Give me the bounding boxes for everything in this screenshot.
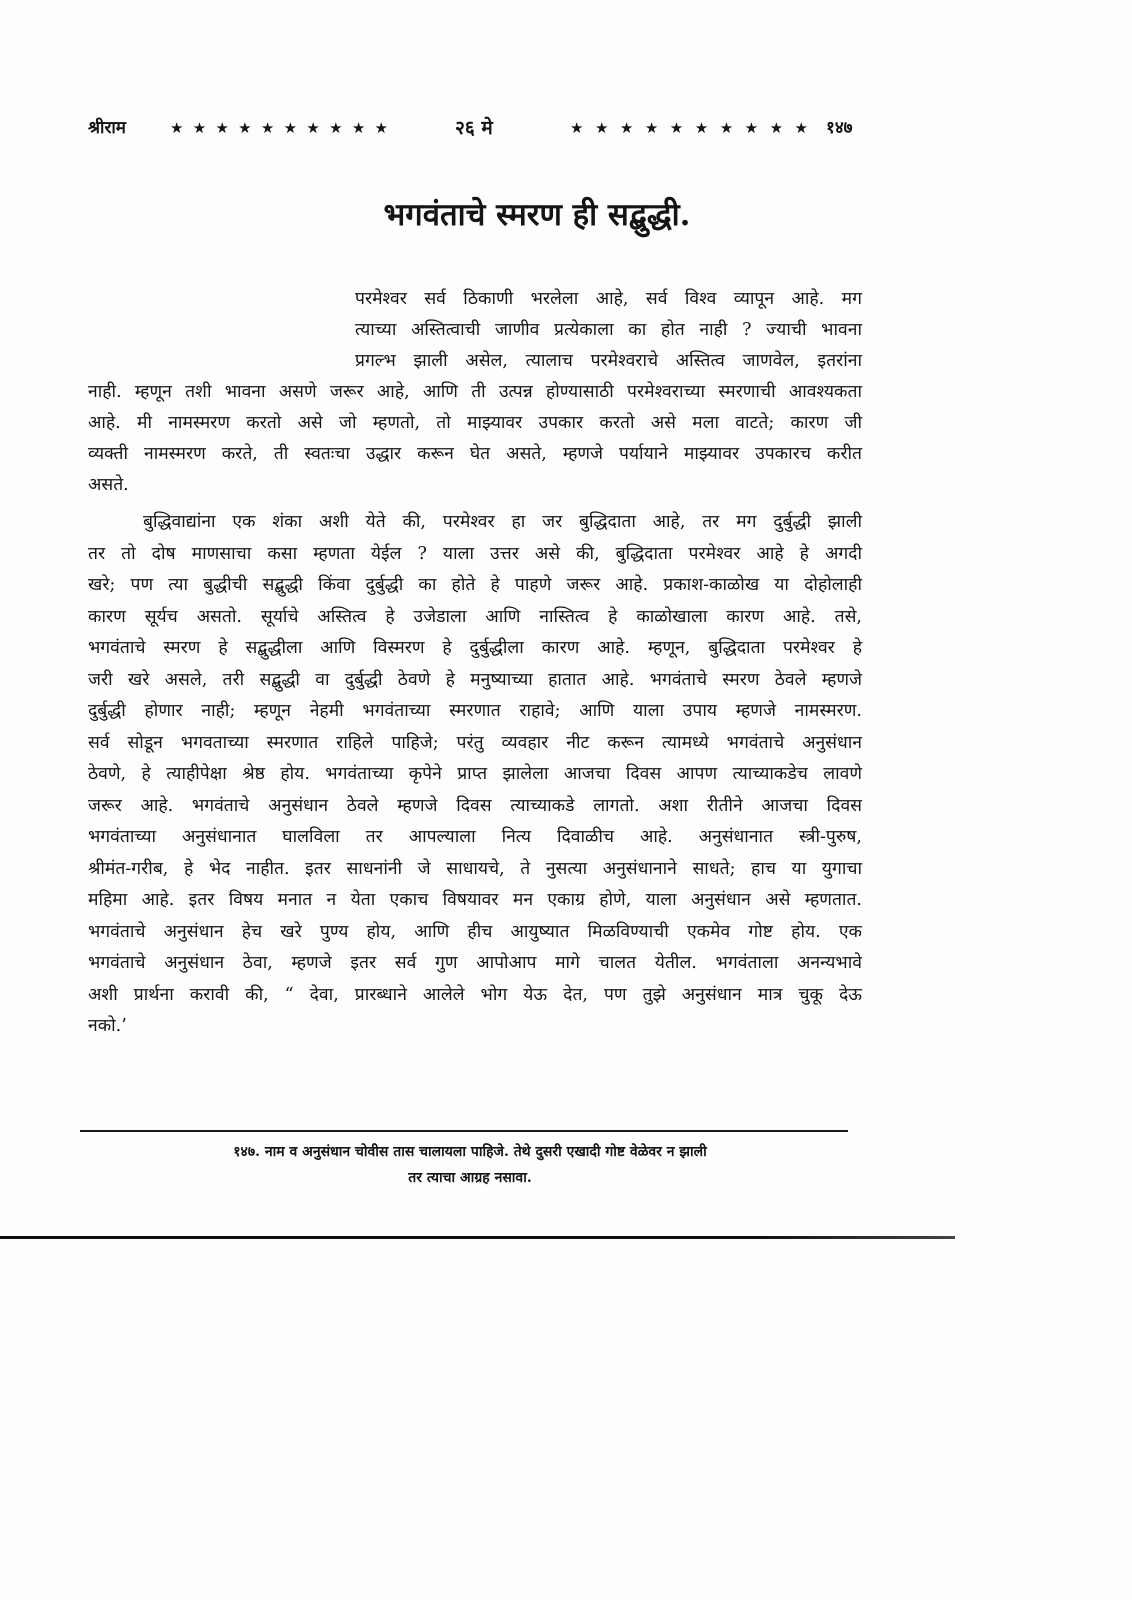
text-line: श्रीमंत-गरीब, हे भेद नाहीत. इतर साधनांनी जे साधायचे, ते नुसत्या अनुसंधानाने साधते; हाच या युगाचा — [88, 858, 862, 879]
text-line: नको.’ — [88, 1016, 127, 1036]
text-line: अशी प्रार्थना करावी की, “ देवा, प्रारब्धाने आलेले भोग येऊ देत, पण तुझे अनुसंधान मात्र चुकू देऊ — [88, 984, 862, 1005]
header-date: २६ मे — [455, 117, 493, 139]
page-number: १४७ — [826, 118, 853, 138]
paragraph-1 — [88, 284, 862, 501]
page-title: भगवंताचे स्मरण ही सद्बुद्धी. — [383, 197, 691, 233]
text-line: भगवंताचे अनुसंधान ठेवा, म्हणजे इतर सर्व गुण आपोआप मागे चालत येतील. भगवंताला अनन्यभावे — [88, 953, 862, 973]
text-line: भगवंताच्या अनुसंधानात घालविला तर आपल्याला नित्य दिवाळीच आहे. अनुसंधानात स्त्री-पुरुष, — [88, 827, 862, 847]
text-line: भगवंताचे स्मरण हे सद्बुद्धीला आणि विस्मरण हे दुर्बुद्धीला कारण आहे. म्हणून, बुद्धिदाता परमेश्वर हे — [88, 638, 862, 658]
text-line: आहे. मी नामस्मरण करतो असे जो म्हणतो, तो माझ्यावर उपकार करतो असे मला वाटते; कारण जी — [88, 413, 862, 433]
text-line: प्रगल्भ झाली असेल, त्यालाच परमेश्वराचे अस्तित्व जाणवेल, इतरांना — [355, 351, 862, 371]
text-line: सर्व सोडून भगवताच्या स्मरणात राहिले पाहिजे; परंतु व्यवहार नीट करून त्यामध्ये भगवंताचे अनुसंधान — [88, 732, 862, 753]
text-line: तर तो दोष माणसाचा कसा म्हणता येईल ? याला उत्तर असे की, बुद्धिदाता परमेश्वर आहे हे अगदी — [88, 543, 862, 564]
body-text — [88, 284, 862, 1043]
footnote — [120, 1139, 820, 1191]
text-line: भगवंताचे अनुसंधान हेच खरे पुण्य होय, आणि हीच आयुष्यात मिळविण्याची एकमेव गोष्ट होय. एक — [88, 921, 862, 942]
text-line: त्याच्या अस्तित्वाची जाणीव प्रत्येकाला का होत नाही ? ज्याची भावना — [355, 320, 862, 340]
running-header-label: श्रीराम — [88, 118, 126, 138]
text-line: बुद्धिवाद्यांना एक शंका अशी येते की, परमेश्वर हा जर बुद्धिदाता आहे, तर मग दुर्बुद्धी झाली — [143, 512, 862, 532]
text-line: परमेश्वर सर्व ठिकाणी भरलेला आहे, सर्व विश्व व्यापून आहे. मग — [355, 289, 862, 309]
text-line: कारण सूर्यच असतो. सूर्याचे अस्तित्व हे उजेडाला आणि नास्तित्व हे काळोखाला कारण आहे. तसे, — [88, 606, 862, 627]
text-line: व्यक्ती नामस्मरण करते, ती स्वतःचा उद्धार करून घेत असते, म्हणजे पर्यायाने माझ्यावर उपकारच करीत — [88, 444, 862, 464]
scan-edge-line — [0, 1236, 955, 1239]
footnote-line: तर त्याचा आग्रह नसावा. — [408, 1170, 532, 1186]
text-line: नाही. म्हणून तशी भावना असणे जरूर आहे, आणि ती उत्पन्न होण्यासाठी परमेश्वराच्या स्मरणाची आवश्यकता — [88, 382, 862, 402]
text-line: दुर्बुद्धी होणार नाही; म्हणून नेहमी भगवंताच्या स्मरणात राहावे; आणि याला उपाय म्हणजे नामस्मरण. — [88, 701, 862, 721]
text-line: जरूर आहे. भगवंताचे अनुसंधान ठेवले म्हणजे दिवस त्याच्याकडे लागतो. अशा रीतीने आजचा दिवस — [88, 795, 862, 816]
header-stars-right: ★ ★ ★ ★ ★ ★ ★ ★ ★ ★ — [570, 119, 808, 137]
paragraph-2 — [88, 507, 862, 1043]
header-stars-left: ★ ★ ★ ★ ★ ★ ★ ★ ★ ★ — [170, 119, 388, 137]
footnote-line: १४७. नाम व अनुसंधान चोवीस तास चालायला पाहिजे. तेथे दुसरी एखादी गोष्ट वेळेवर न झाली — [233, 1144, 707, 1160]
text-line: ठेवणे, हे त्याहीपेक्षा श्रेष्ठ होय. भगवंताच्या कृपेने प्राप्त झालेला आजचा दिवस आपण त्याच्याकडेच लावणे — [88, 764, 862, 784]
text-line: जरी खरे असले, तरी सद्बुद्धी वा दुर्बुद्धी ठेवणे हे मनुष्याच्या हातात आहे. भगवंताचे स्मरण ठेवले म्हणजे — [88, 669, 862, 690]
text-line: खरे; पण त्या बुद्धीची सद्बुद्धी किंवा दुर्बुद्धी का होते हे पाहणे जरूर आहे. प्रकाश-काळोख या दोहोलाही — [88, 575, 862, 595]
text-line: असते. — [88, 475, 129, 495]
text-line: महिमा आहे. इतर विषय मनात न येता एकाच विषयावर मन एकाग्र होणे, याला अनुसंधान असे म्हणतात. — [88, 890, 862, 910]
footnote-divider — [80, 1130, 848, 1132]
